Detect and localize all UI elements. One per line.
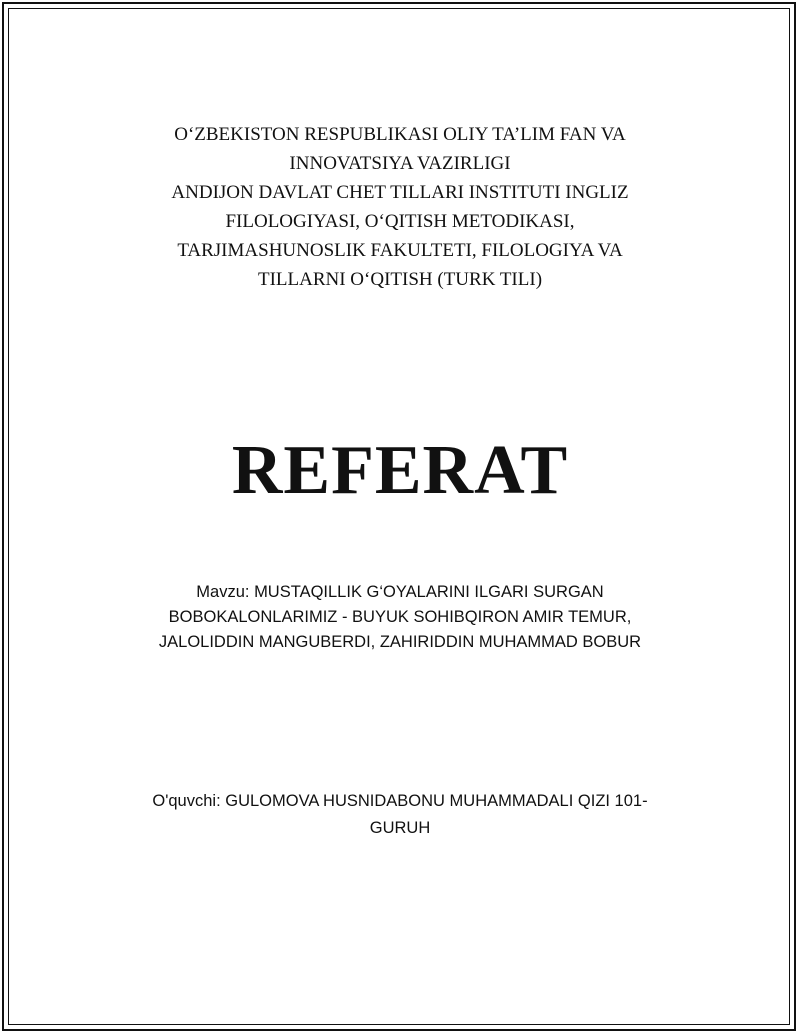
header-line: O‘ZBEKISTON RESPUBLIKASI OLIY TA’LIM FAN VA [174,124,626,145]
header-line: TARJIMASHUNOSLIK FAKULTETI, FILOLOGIYA VA [177,240,623,261]
student-line: GURUH [369,819,431,837]
topic-line: JALOLIDDIN MANGUBERDI, ZAHIRIDDIN MUHAMMAD BOBUR [158,633,642,651]
document-title: REFERAT [231,432,569,509]
student-section [0,788,800,842]
topic-line: Mavzu: MUSTAQILLIK G‘OYALARINI ILGARI SURGAN [196,583,604,601]
header-line: INNOVATSIYA VAZIRLIGI [289,153,511,174]
institution-header [0,120,800,294]
student-line: O'quvchi: GULOMOVA HUSNIDABONU MUHAMMADALI QIZI 101- [152,792,648,810]
topic-line: BOBOKALONLARIMIZ - BUYUK SOHIBQIRON AMIR TEMUR, [168,608,632,626]
header-line: FILOLOGIYASI, O‘QITISH METODIKASI, [225,211,575,232]
header-line: ANDIJON DAVLAT CHET TILLARI INSTITUTI INGLIZ [171,182,629,203]
header-line: TILLARNI O‘QITISH (TURK TILI) [257,269,543,290]
topic-section [0,580,800,655]
